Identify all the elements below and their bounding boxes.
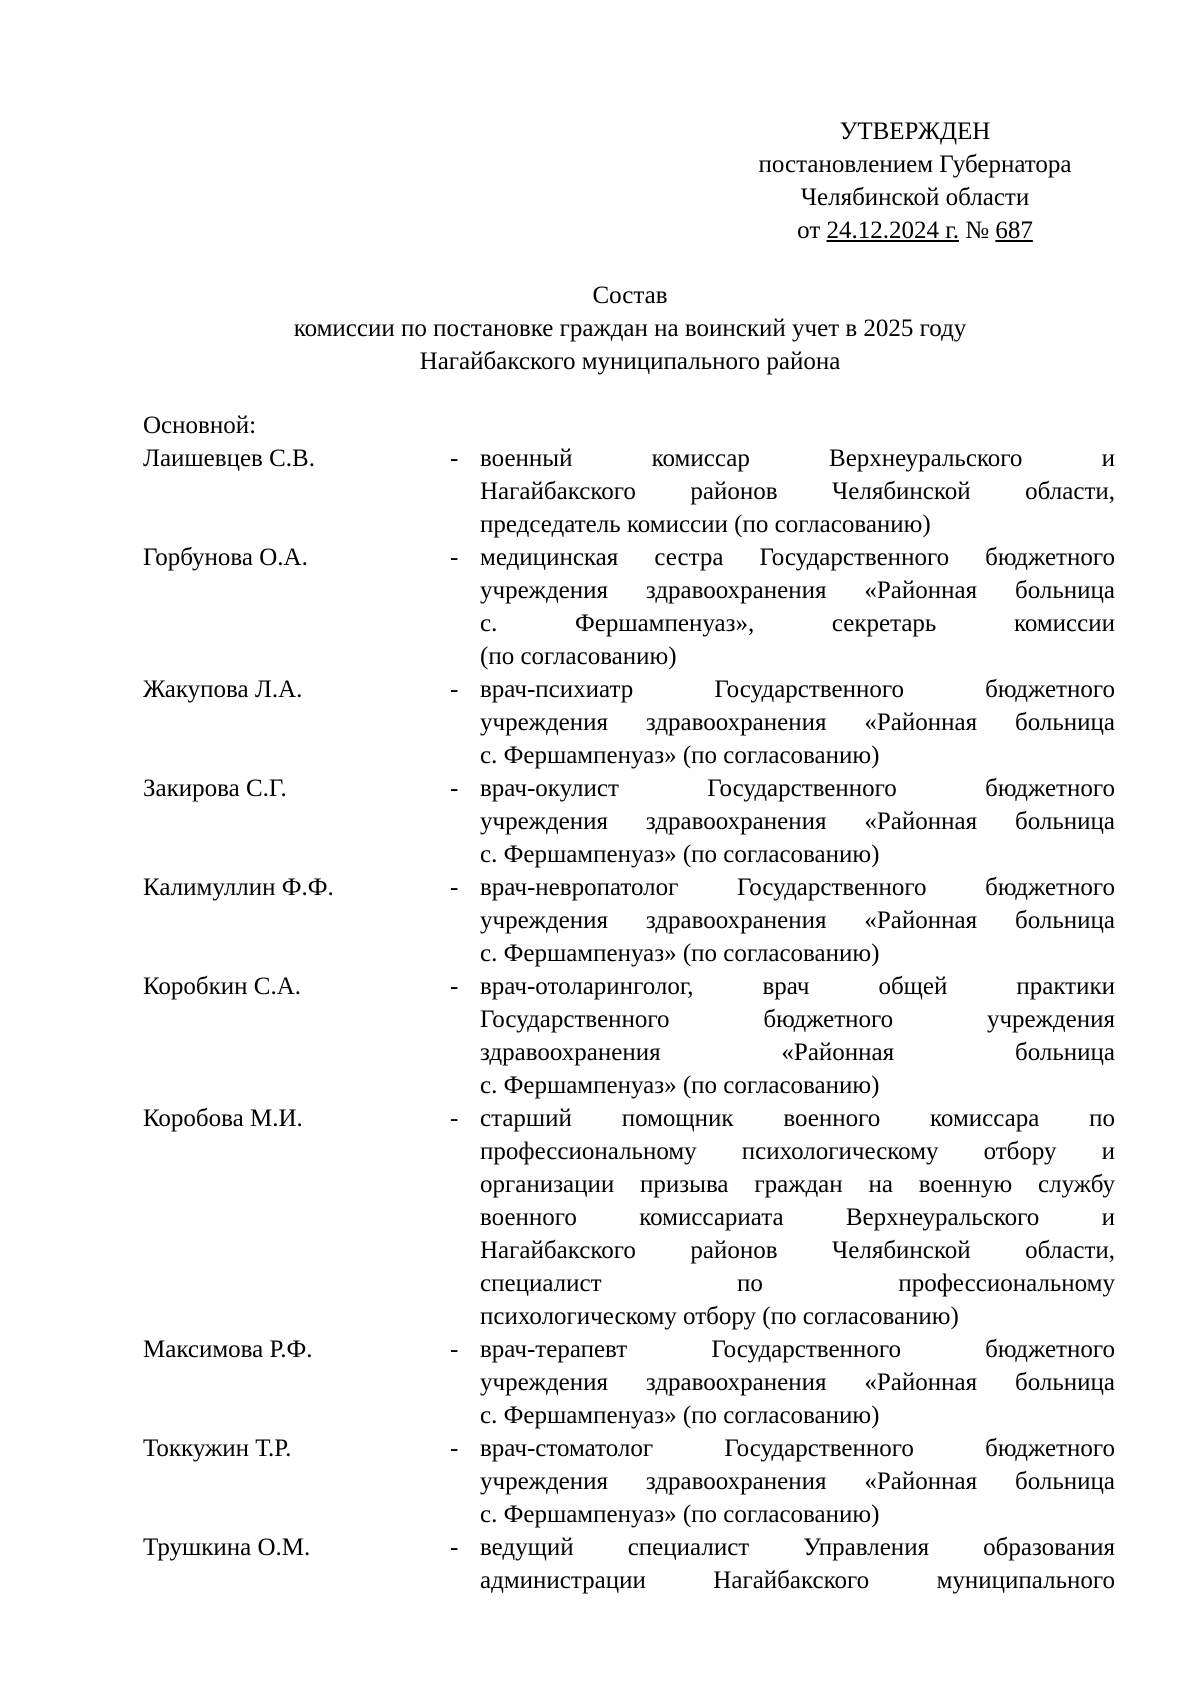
member-role-line: врач-невропатолог Государственного бюджетного [480,874,1115,901]
member-row [143,442,1115,541]
member-role-line: учреждения здравоохранения «Районная больница [480,577,1115,604]
approval-date-line [735,214,1095,247]
member-role-line: с. Фершампенуаз» (по согласованию) [480,1402,880,1429]
member-role-line: администрации Нагайбакского муниципального [480,1567,1115,1594]
member-role-line: учреждения здравоохранения «Районная больница [480,907,1115,934]
member-name: Токкужин Т.Р. [143,1435,292,1462]
member-row [143,1432,1115,1531]
approval-number: 687 [995,217,1033,244]
member-role-line: профессиональному психологическому отбору и [480,1138,1115,1165]
member-role [480,970,1115,1102]
member-row [143,1333,1115,1432]
date-prefix: от [797,217,827,244]
title-line-1: Состав [592,282,668,309]
member-role-line: с. Фершампенуаз» (по согласованию) [480,841,880,868]
member-role-line: врач-стоматолог Государственного бюджетного [480,1435,1115,1462]
member-role [480,772,1115,871]
member-role-line: врач-психиатр Государственного бюджетного [480,676,1115,703]
member-role-line: ведущий специалист Управления образования [480,1534,1115,1561]
member-role [480,871,1115,970]
section-label: Основной: [143,412,257,439]
member-role-line: учреждения здравоохранения «Районная больница [480,1468,1115,1495]
member-role-line: учреждения здравоохранения «Районная больница [480,1369,1115,1396]
member-role [480,442,1115,541]
member-role-line: врач-окулист Государственного бюджетного [480,775,1115,802]
member-role-line: с. Фершампенуаз», секретарь комиссии [480,610,1115,637]
member-dash: - [450,1336,459,1363]
document-title [140,279,1120,378]
member-name: Закирова С.Г. [143,775,287,802]
member-dash: - [450,1534,459,1561]
member-role-line: военного комиссариата Верхнеуральского и [480,1204,1115,1231]
member-role [480,541,1115,673]
member-row [143,970,1115,1102]
member-name: Коробкин С.А. [143,973,302,1000]
approval-line-2: Челябинской области [800,184,1030,211]
member-name: Трушкина О.М. [143,1534,311,1561]
member-name: Горбунова О.А. [143,544,308,571]
member-dash: - [450,544,459,571]
member-role-line: Нагайбакского районов Челябинской области, [480,1237,1115,1264]
member-name: Калимуллин Ф.Ф. [143,874,334,901]
member-dash: - [450,445,459,472]
member-role-line: с. Фершампенуаз» (по согласованию) [480,1072,880,1099]
approval-date: 24.12.2024 г. [826,217,959,244]
member-role [480,1102,1115,1333]
member-name: Максимова Р.Ф. [143,1336,313,1363]
member-dash: - [450,973,459,1000]
member-dash: - [450,775,459,802]
member-role-line: председатель комиссии (по согласованию) [480,511,931,538]
member-name: Коробова М.И. [143,1105,303,1132]
number-prefix: № [958,217,996,244]
member-role-line: Государственного бюджетного учреждения [480,1006,1115,1033]
member-role-line: психологическому отбору (по согласованию) [480,1303,959,1330]
member-role-line: с. Фершампенуаз» (по согласованию) [480,940,880,967]
member-dash: - [450,676,459,703]
member-role [480,1432,1115,1531]
member-name: Жакупова Л.А. [143,676,303,703]
member-dash: - [450,874,459,901]
member-role-line: (по согласованию) [480,643,677,670]
member-role-line: учреждения здравоохранения «Районная больница [480,808,1115,835]
approval-heading: УТВЕРЖДЕН [839,118,991,145]
member-row [143,1102,1115,1333]
member-dash: - [450,1435,459,1462]
member-name: Лаишевцев С.В. [143,445,315,472]
title-line-2: комиссии по постановке граждан на воинский учет в 2025 году [293,315,967,342]
member-role [480,1531,1115,1597]
member-role-line: медицинская сестра Государственного бюджетного [480,544,1115,571]
member-role-line: организации призыва граждан на военную службу [480,1171,1115,1198]
members-list [143,442,1115,1597]
approval-line-1: постановлением Губернатора [758,151,1072,178]
member-role-line: старший помощник военного комиссара по [480,1105,1115,1132]
member-row [143,871,1115,970]
member-role-line: с. Фершампенуаз» (по согласованию) [480,742,880,769]
approval-stamp [735,115,1095,247]
member-role-line: с. Фершампенуаз» (по согласованию) [480,1501,880,1528]
member-role-line: Нагайбакского районов Челябинской области, [480,478,1115,505]
member-role-line: специалист по профессиональному [480,1270,1115,1297]
member-role [480,1333,1115,1432]
member-row [143,772,1115,871]
member-dash: - [450,1105,459,1132]
member-row [143,673,1115,772]
title-line-3: Нагайбакского муниципального района [419,348,841,375]
member-row [143,1531,1115,1597]
member-role [480,673,1115,772]
member-role-line: военный комиссар Верхнеуральского и [480,445,1115,472]
member-role-line: здравоохранения «Районная больница [480,1039,1115,1066]
member-row [143,541,1115,673]
member-role-line: врач-терапевт Государственного бюджетного [480,1336,1115,1363]
member-role-line: врач-отоларинголог, врач общей практики [480,973,1115,1000]
member-role-line: учреждения здравоохранения «Районная больница [480,709,1115,736]
